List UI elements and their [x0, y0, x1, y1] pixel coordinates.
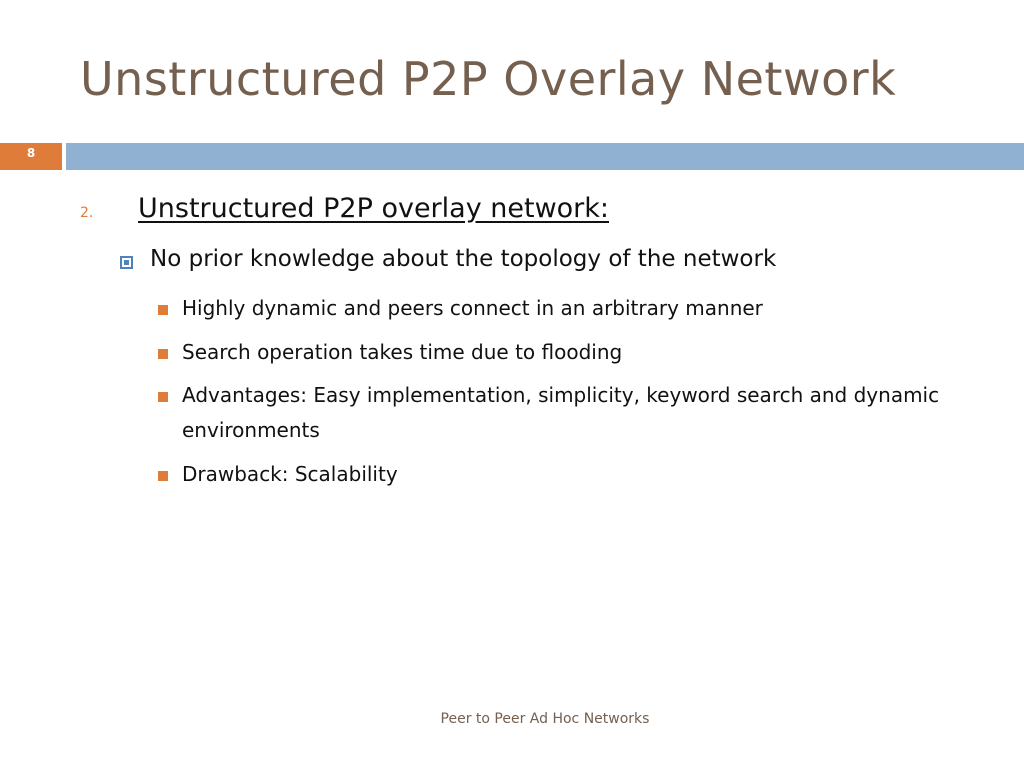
square-bullet-icon	[158, 471, 168, 481]
slide-title: Unstructured P2P Overlay Network	[80, 52, 897, 106]
sub-bullet-text: No prior knowledge about the topology of the network	[150, 246, 777, 272]
item-heading: Unstructured P2P overlay network:	[138, 193, 610, 224]
hollow-square-bullet-icon	[120, 256, 133, 269]
square-bullet-icon	[158, 392, 168, 402]
title-divider-band	[66, 143, 1024, 170]
square-bullet-icon	[158, 305, 168, 315]
square-bullet-icon	[158, 349, 168, 359]
slide-number: 8	[26, 146, 36, 160]
item-number: 2.	[80, 205, 94, 221]
detail-bullet-text: Search operation takes time due to flooding	[182, 340, 623, 364]
slide-footer: Peer to Peer Ad Hoc Networks	[440, 711, 650, 727]
detail-bullet-text: Drawback: Scalability	[182, 462, 398, 486]
detail-bullet-text: Highly dynamic and peers connect in an arbitrary manner	[182, 296, 763, 320]
detail-bullet-text: Advantages: Easy implementation, simplicity, keyword search and dynamic environments	[182, 383, 940, 442]
